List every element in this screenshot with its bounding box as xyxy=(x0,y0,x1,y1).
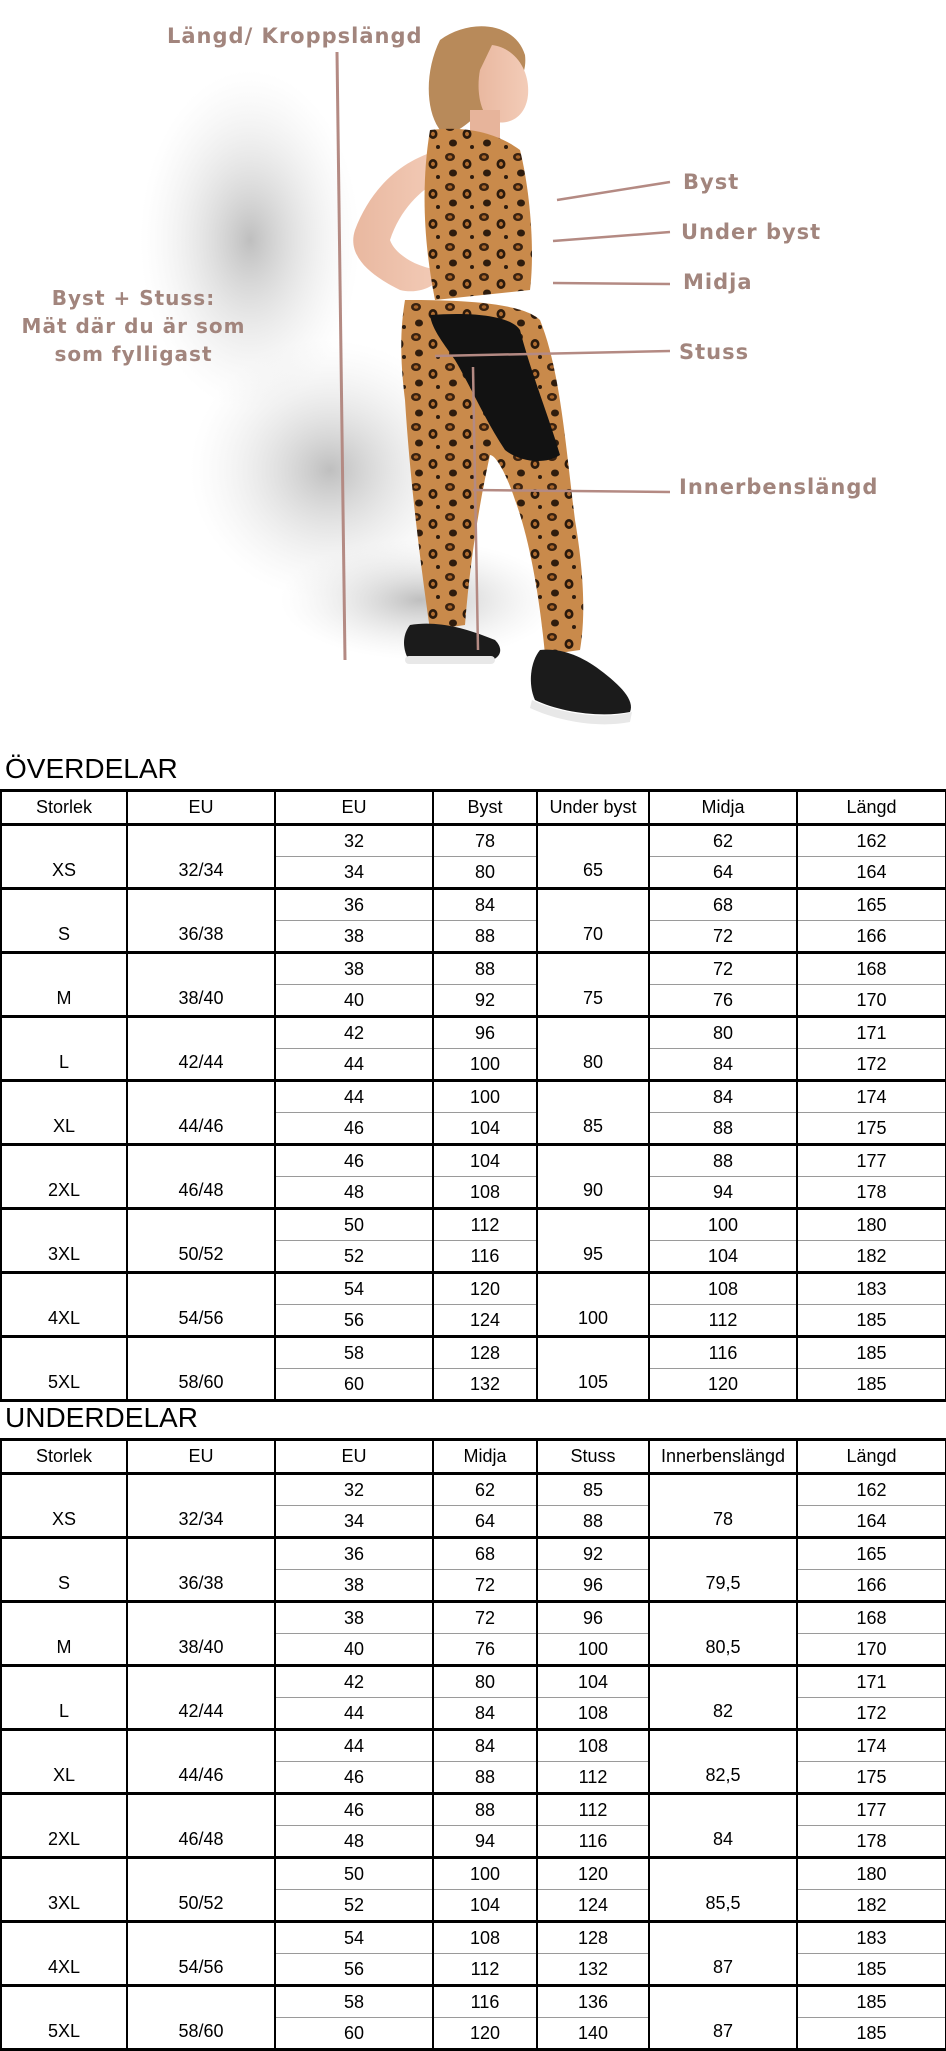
value-cell: 108 xyxy=(537,1730,649,1762)
value-cell: 68 xyxy=(649,889,797,921)
merged-cell: 87 xyxy=(649,1986,797,2050)
value-cell: 92 xyxy=(433,985,537,1017)
inseam-label: Innerbenslängd xyxy=(679,475,879,499)
under-bust-pointer xyxy=(553,232,670,241)
value-cell: 58 xyxy=(275,1337,433,1369)
size-cell: L xyxy=(1,1666,127,1730)
merged-cell: 105 xyxy=(537,1337,649,1401)
table-row xyxy=(1,889,946,921)
value-cell: 64 xyxy=(649,857,797,889)
value-cell: 100 xyxy=(433,1081,537,1113)
value-cell: 177 xyxy=(797,1145,946,1177)
value-cell: 164 xyxy=(797,1506,946,1538)
value-cell: 36 xyxy=(275,1538,433,1570)
value-cell: 166 xyxy=(797,1570,946,1602)
size-cell: 2XL xyxy=(1,1794,127,1858)
value-cell: 162 xyxy=(797,1474,946,1506)
value-cell: 38 xyxy=(275,921,433,953)
value-cell: 44 xyxy=(275,1698,433,1730)
value-cell: 180 xyxy=(797,1209,946,1241)
value-cell: 172 xyxy=(797,1049,946,1081)
value-cell: 178 xyxy=(797,1826,946,1858)
column-header: Innerbenslängd xyxy=(649,1440,797,1474)
hips-label: Stuss xyxy=(679,340,750,364)
value-cell: 68 xyxy=(433,1538,537,1570)
merged-cell: 85,5 xyxy=(649,1858,797,1922)
value-cell: 72 xyxy=(649,953,797,985)
value-cell: 185 xyxy=(797,1369,946,1401)
value-cell: 84 xyxy=(433,1698,537,1730)
size-cell: 3XL xyxy=(1,1858,127,1922)
tops-title: ÖVERDELAR xyxy=(5,753,178,784)
value-cell: 100 xyxy=(433,1858,537,1890)
value-cell: 48 xyxy=(275,1826,433,1858)
value-cell: 50 xyxy=(275,1209,433,1241)
value-cell: 44 xyxy=(275,1049,433,1081)
value-cell: 34 xyxy=(275,1506,433,1538)
waist-label: Midja xyxy=(683,270,753,294)
value-cell: 165 xyxy=(797,1538,946,1570)
measurement-illustration xyxy=(0,0,946,745)
eu-range-cell: 50/52 xyxy=(127,1858,275,1922)
value-cell: 38 xyxy=(275,953,433,985)
value-cell: 76 xyxy=(433,1634,537,1666)
column-header: Stuss xyxy=(537,1440,649,1474)
value-cell: 108 xyxy=(649,1273,797,1305)
value-cell: 183 xyxy=(797,1922,946,1954)
table-row xyxy=(1,1986,946,2018)
value-cell: 116 xyxy=(649,1337,797,1369)
value-cell: 100 xyxy=(649,1209,797,1241)
header-row xyxy=(1,1440,946,1474)
size-cell: 3XL xyxy=(1,1209,127,1273)
value-cell: 92 xyxy=(537,1538,649,1570)
value-cell: 183 xyxy=(797,1273,946,1305)
merged-cell: 90 xyxy=(537,1145,649,1209)
value-cell: 54 xyxy=(275,1922,433,1954)
value-cell: 40 xyxy=(275,1634,433,1666)
measure-note xyxy=(6,284,261,368)
size-cell: S xyxy=(1,1538,127,1602)
merged-cell: 82,5 xyxy=(649,1730,797,1794)
column-header: EU xyxy=(127,1440,275,1474)
column-header: Byst xyxy=(433,791,537,825)
value-cell: 46 xyxy=(275,1145,433,1177)
eu-range-cell: 54/56 xyxy=(127,1922,275,1986)
value-cell: 100 xyxy=(537,1634,649,1666)
column-header: Midja xyxy=(649,791,797,825)
value-cell: 140 xyxy=(537,2018,649,2050)
value-cell: 84 xyxy=(649,1049,797,1081)
value-cell: 42 xyxy=(275,1017,433,1049)
value-cell: 164 xyxy=(797,857,946,889)
value-cell: 36 xyxy=(275,889,433,921)
table-row xyxy=(1,1858,946,1890)
value-cell: 116 xyxy=(433,1241,537,1273)
value-cell: 72 xyxy=(433,1570,537,1602)
value-cell: 94 xyxy=(433,1826,537,1858)
value-cell: 96 xyxy=(433,1017,537,1049)
value-cell: 76 xyxy=(649,985,797,1017)
header-row xyxy=(1,791,946,825)
merged-cell: 85 xyxy=(537,1081,649,1145)
value-cell: 88 xyxy=(537,1506,649,1538)
table-row xyxy=(1,1017,946,1049)
column-header: Midja xyxy=(433,1440,537,1474)
size-cell: 5XL xyxy=(1,1986,127,2050)
length-label: Längd/ Kroppslängd xyxy=(167,24,423,48)
model-figure xyxy=(0,0,946,745)
tops-size-table xyxy=(0,789,946,1402)
bottoms-size-table xyxy=(0,1438,946,2051)
value-cell: 104 xyxy=(537,1666,649,1698)
value-cell: 84 xyxy=(433,889,537,921)
eu-range-cell: 36/38 xyxy=(127,1538,275,1602)
value-cell: 112 xyxy=(649,1305,797,1337)
value-cell: 34 xyxy=(275,857,433,889)
size-cell: M xyxy=(1,1602,127,1666)
value-cell: 171 xyxy=(797,1017,946,1049)
value-cell: 185 xyxy=(797,1305,946,1337)
eu-range-cell: 46/48 xyxy=(127,1145,275,1209)
table-row xyxy=(1,1794,946,1826)
table-row xyxy=(1,1922,946,1954)
table-row xyxy=(1,1209,946,1241)
value-cell: 185 xyxy=(797,1337,946,1369)
eu-range-cell: 32/34 xyxy=(127,1474,275,1538)
size-cell: XL xyxy=(1,1730,127,1794)
value-cell: 185 xyxy=(797,1986,946,2018)
eu-range-cell: 58/60 xyxy=(127,1986,275,2050)
table-row xyxy=(1,1538,946,1570)
column-header: Storlek xyxy=(1,791,127,825)
value-cell: 72 xyxy=(433,1602,537,1634)
table-row xyxy=(1,1081,946,1113)
value-cell: 177 xyxy=(797,1794,946,1826)
value-cell: 166 xyxy=(797,921,946,953)
eu-range-cell: 42/44 xyxy=(127,1017,275,1081)
value-cell: 58 xyxy=(275,1986,433,2018)
value-cell: 175 xyxy=(797,1113,946,1145)
value-cell: 172 xyxy=(797,1698,946,1730)
eu-range-cell: 44/46 xyxy=(127,1081,275,1145)
value-cell: 44 xyxy=(275,1081,433,1113)
value-cell: 168 xyxy=(797,953,946,985)
merged-cell: 80,5 xyxy=(649,1602,797,1666)
table-row xyxy=(1,1145,946,1177)
size-cell: S xyxy=(1,889,127,953)
value-cell: 62 xyxy=(649,825,797,857)
value-cell: 112 xyxy=(433,1209,537,1241)
bust-pointer xyxy=(557,182,670,200)
merged-cell: 75 xyxy=(537,953,649,1017)
value-cell: 104 xyxy=(433,1145,537,1177)
value-cell: 48 xyxy=(275,1177,433,1209)
eu-range-cell: 44/46 xyxy=(127,1730,275,1794)
merged-cell: 95 xyxy=(537,1209,649,1273)
value-cell: 32 xyxy=(275,1474,433,1506)
value-cell: 46 xyxy=(275,1113,433,1145)
eu-range-cell: 38/40 xyxy=(127,953,275,1017)
value-cell: 96 xyxy=(537,1570,649,1602)
value-cell: 46 xyxy=(275,1794,433,1826)
value-cell: 46 xyxy=(275,1762,433,1794)
size-cell: XL xyxy=(1,1081,127,1145)
column-header: EU xyxy=(275,1440,433,1474)
value-cell: 180 xyxy=(797,1858,946,1890)
value-cell: 128 xyxy=(537,1922,649,1954)
value-cell: 174 xyxy=(797,1730,946,1762)
value-cell: 136 xyxy=(537,1986,649,2018)
value-cell: 104 xyxy=(649,1241,797,1273)
value-cell: 52 xyxy=(275,1241,433,1273)
inseam-pointer xyxy=(473,490,670,492)
table-row xyxy=(1,825,946,857)
value-cell: 170 xyxy=(797,1634,946,1666)
value-cell: 112 xyxy=(537,1794,649,1826)
value-cell: 64 xyxy=(433,1506,537,1538)
measure-note-line3: som fylligast xyxy=(54,342,213,366)
table-row xyxy=(1,953,946,985)
size-cell: XS xyxy=(1,825,127,889)
value-cell: 182 xyxy=(797,1241,946,1273)
merged-cell: 79,5 xyxy=(649,1538,797,1602)
value-cell: 116 xyxy=(537,1826,649,1858)
value-cell: 88 xyxy=(433,1762,537,1794)
value-cell: 40 xyxy=(275,985,433,1017)
value-cell: 132 xyxy=(537,1954,649,1986)
value-cell: 185 xyxy=(797,1954,946,1986)
size-cell: 4XL xyxy=(1,1273,127,1337)
size-cell: 2XL xyxy=(1,1145,127,1209)
value-cell: 54 xyxy=(275,1273,433,1305)
value-cell: 104 xyxy=(433,1890,537,1922)
value-cell: 62 xyxy=(433,1474,537,1506)
column-header: EU xyxy=(275,791,433,825)
value-cell: 124 xyxy=(433,1305,537,1337)
value-cell: 112 xyxy=(537,1762,649,1794)
value-cell: 52 xyxy=(275,1890,433,1922)
merged-cell: 82 xyxy=(649,1666,797,1730)
merged-cell: 78 xyxy=(649,1474,797,1538)
value-cell: 175 xyxy=(797,1762,946,1794)
value-cell: 84 xyxy=(649,1081,797,1113)
table-row xyxy=(1,1602,946,1634)
value-cell: 80 xyxy=(433,857,537,889)
value-cell: 165 xyxy=(797,889,946,921)
value-cell: 72 xyxy=(649,921,797,953)
value-cell: 168 xyxy=(797,1602,946,1634)
value-cell: 88 xyxy=(433,921,537,953)
value-cell: 94 xyxy=(649,1177,797,1209)
table-row xyxy=(1,1273,946,1305)
value-cell: 120 xyxy=(433,2018,537,2050)
value-cell: 38 xyxy=(275,1602,433,1634)
under-bust-label: Under byst xyxy=(681,220,822,244)
bottoms-title: UNDERDELAR xyxy=(5,1402,198,1433)
eu-range-cell: 54/56 xyxy=(127,1273,275,1337)
measure-note-line2: Mät där du är som xyxy=(21,314,246,338)
value-cell: 80 xyxy=(433,1666,537,1698)
value-cell: 108 xyxy=(433,1177,537,1209)
table-row xyxy=(1,1730,946,1762)
size-cell: L xyxy=(1,1017,127,1081)
column-header: EU xyxy=(127,791,275,825)
eu-range-cell: 42/44 xyxy=(127,1666,275,1730)
column-header: Längd xyxy=(797,1440,946,1474)
waist-pointer xyxy=(553,283,670,284)
column-header: Längd xyxy=(797,791,946,825)
value-cell: 38 xyxy=(275,1570,433,1602)
value-cell: 170 xyxy=(797,985,946,1017)
eu-range-cell: 36/38 xyxy=(127,889,275,953)
merged-cell: 65 xyxy=(537,825,649,889)
value-cell: 116 xyxy=(433,1986,537,2018)
eu-range-cell: 32/34 xyxy=(127,825,275,889)
value-cell: 182 xyxy=(797,1890,946,1922)
measure-note-line1: Byst + Stuss: xyxy=(51,286,216,310)
value-cell: 96 xyxy=(537,1602,649,1634)
value-cell: 100 xyxy=(433,1049,537,1081)
value-cell: 120 xyxy=(537,1858,649,1890)
size-cell: 4XL xyxy=(1,1922,127,1986)
value-cell: 185 xyxy=(797,2018,946,2050)
value-cell: 132 xyxy=(433,1369,537,1401)
value-cell: 104 xyxy=(433,1113,537,1145)
bust-label: Byst xyxy=(683,170,740,194)
value-cell: 120 xyxy=(433,1273,537,1305)
column-header: Under byst xyxy=(537,791,649,825)
value-cell: 108 xyxy=(537,1698,649,1730)
value-cell: 88 xyxy=(649,1113,797,1145)
value-cell: 44 xyxy=(275,1730,433,1762)
value-cell: 178 xyxy=(797,1177,946,1209)
merged-cell: 100 xyxy=(537,1273,649,1337)
value-cell: 56 xyxy=(275,1305,433,1337)
value-cell: 120 xyxy=(649,1369,797,1401)
table-row xyxy=(1,1666,946,1698)
value-cell: 124 xyxy=(537,1890,649,1922)
size-cell: M xyxy=(1,953,127,1017)
value-cell: 42 xyxy=(275,1666,433,1698)
merged-cell: 70 xyxy=(537,889,649,953)
eu-range-cell: 58/60 xyxy=(127,1337,275,1401)
value-cell: 60 xyxy=(275,1369,433,1401)
eu-range-cell: 46/48 xyxy=(127,1794,275,1858)
value-cell: 84 xyxy=(433,1730,537,1762)
value-cell: 108 xyxy=(433,1922,537,1954)
value-cell: 171 xyxy=(797,1666,946,1698)
value-cell: 85 xyxy=(537,1474,649,1506)
value-cell: 88 xyxy=(649,1145,797,1177)
value-cell: 50 xyxy=(275,1858,433,1890)
value-cell: 174 xyxy=(797,1081,946,1113)
table-row xyxy=(1,1474,946,1506)
eu-range-cell: 38/40 xyxy=(127,1602,275,1666)
value-cell: 60 xyxy=(275,2018,433,2050)
size-cell: 5XL xyxy=(1,1337,127,1401)
table-row xyxy=(1,1337,946,1369)
value-cell: 162 xyxy=(797,825,946,857)
merged-cell: 87 xyxy=(649,1922,797,1986)
value-cell: 56 xyxy=(275,1954,433,1986)
value-cell: 32 xyxy=(275,825,433,857)
merged-cell: 80 xyxy=(537,1017,649,1081)
value-cell: 88 xyxy=(433,953,537,985)
eu-range-cell: 50/52 xyxy=(127,1209,275,1273)
value-cell: 128 xyxy=(433,1337,537,1369)
column-header: Storlek xyxy=(1,1440,127,1474)
value-cell: 88 xyxy=(433,1794,537,1826)
value-cell: 78 xyxy=(433,825,537,857)
merged-cell: 84 xyxy=(649,1794,797,1858)
value-cell: 80 xyxy=(649,1017,797,1049)
value-cell: 112 xyxy=(433,1954,537,1986)
size-cell: XS xyxy=(1,1474,127,1538)
